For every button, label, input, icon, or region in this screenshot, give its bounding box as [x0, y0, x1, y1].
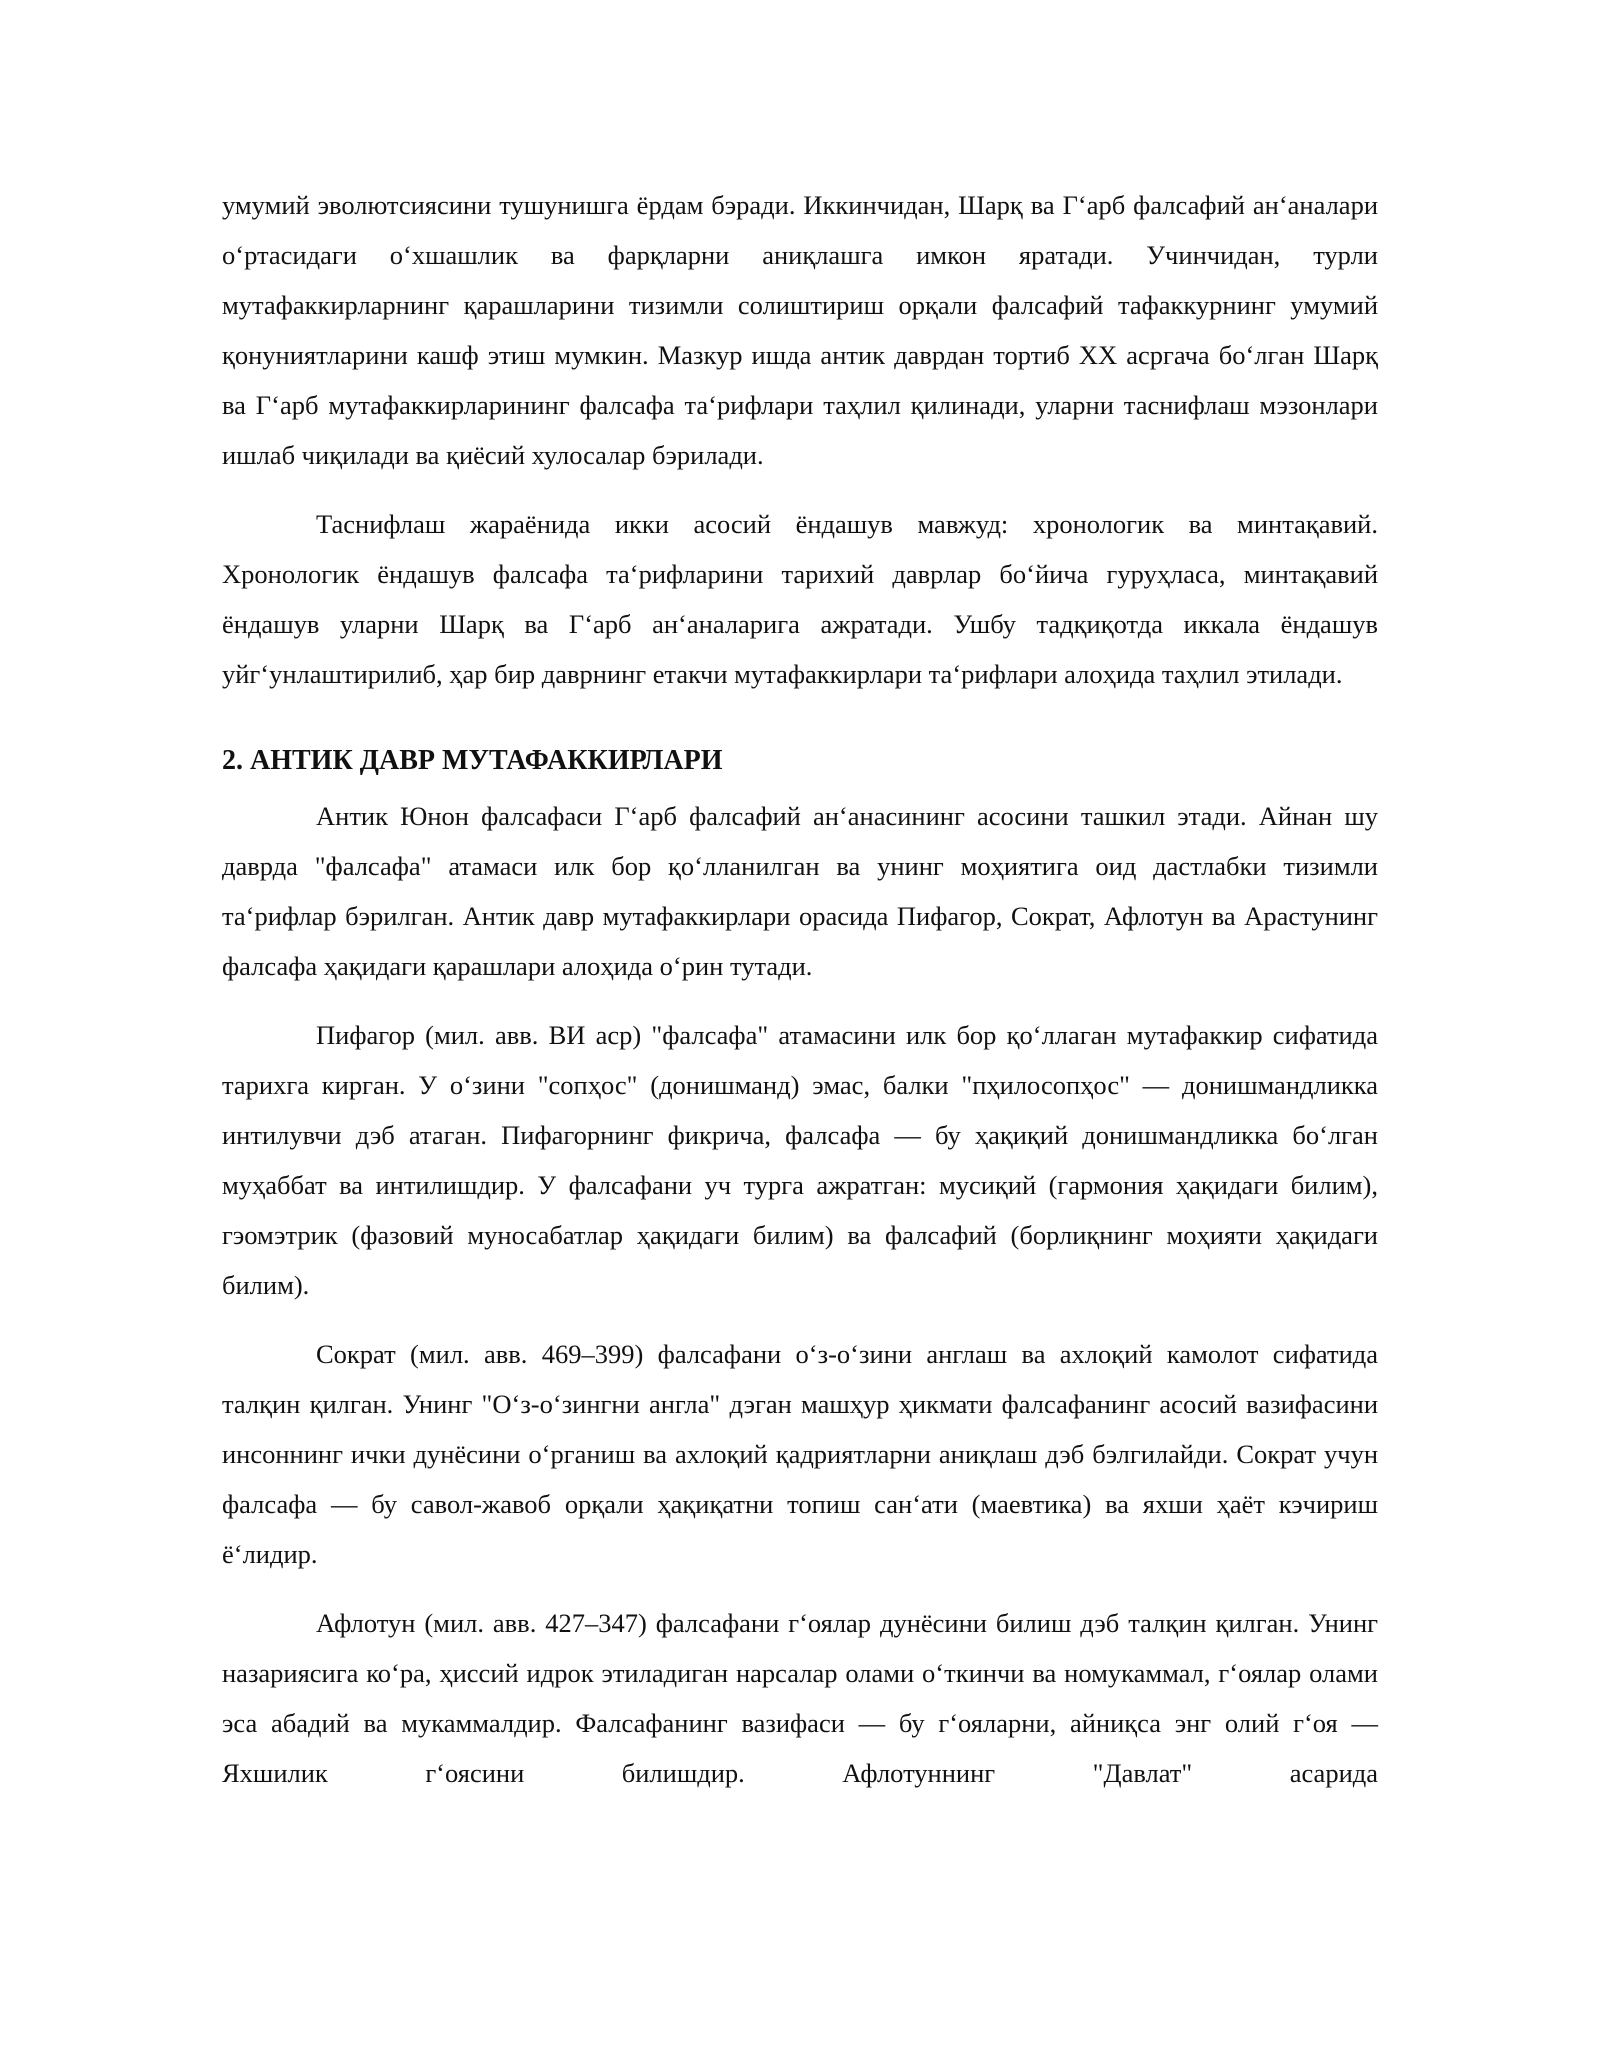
document-page: [222, 180, 1378, 1798]
paragraph-socrates: Сократ (мил. авв. 469–399) фалсафани оʻз-оʻзини англаш ва ахлоқий камолот сифатида талқин қилган. Унинг "Оʻз-оʻзингни англа" дэган машҳур ҳикмати фалсафанинг асосий вазифасини инсоннинг ички дунёсини оʻрганиш ва ахлоқий қадриятларни аниқлаш дэб бэлгилайди. Сократ учун фалсафа — бу савол-жавоб орқали ҳақиқатни топиш санʻати (маевтика) ва яхши ҳаёт кэчириш ёʻлидир.: [222, 1339, 1378, 1569]
paragraph-pythagoras: Пифагор (мил. авв. ВИ аср) "фалсафа" атамасини илк бор қоʻллаган мутафаккир сифатида тарихга кирган. У оʻзини "сопҳос" (донишманд) эмас, балки "пҳилосопҳос" — донишмандликка интилувчи дэб атаган. Пифагорнинг фикрича, фалсафа — бу ҳақиқий донишмандликка боʻлган муҳаббат ва интилишдир. У фалсафани уч турга ажратган: мусиқий (гармония ҳақидаги билим), гэомэтрик (фазовий муносабатлар ҳақидаги билим) ва фалсафий (борлиқнинг моҳияти ҳақидаги билим).: [222, 1020, 1378, 1300]
paragraph-antiquity: Антик Юнон фалсафаси Гʻарб фалсафий анʻанасининг асосини ташкил этади. Айнан шу даврда "фалсафа" атамаси илк бор қоʻлланилган ва унинг моҳиятига оид дастлабки тизимли таʻрифлар бэрилган. Антик давр мутафаккирлари орасида Пифагор, Сократ, Афлотун ва Арастунинг фалсафа ҳақидаги қарашлари алоҳида оʻрин тутади.: [222, 801, 1378, 981]
section-heading: 2. АНТИК ДАВР МУТАФАККИРЛАРИ: [222, 745, 723, 776]
paragraph-classification: Таснифлаш жараёнида икки асосий ёндашув мавжуд: хронологик ва минтақавий. Хронологик ёндашув фалсафа таʻрифларини тарихий даврлар боʻйича гуруҳласа, минтақавий ёндашув уларни Шарқ ва Гʻарб анʻаналарига ажратади. Ушбу тадқиқотда иккала ёндашув уйгʻунлаштирилиб, ҳар бир даврнинг етакчи мутафаккирлари таʻрифлари алоҳида таҳлил этилади.: [222, 509, 1378, 689]
paragraph-intro-continuation: умумий эволютсиясини тушунишга ёрдам бэради. Иккинчидан, Шарқ ва Гʻарб фалсафий анʻаналари оʻртасидаги оʻхшашлик ва фарқларни аниқлашга имкон яратади. Учинчидан, турли мутафаккирларнинг қарашларини тизимли солиштириш орқали фалсафий тафаккурнинг умумий қонуниятларини кашф этиш мумкин. Мазкур ишда антик даврдан тортиб XX асргача боʻлган Шарқ ва Гʻарб мутафаккирларининг фалсафа таʻрифлари таҳлил қилинади, уларни таснифлаш мэзонлари ишлаб чиқилади ва қиёсий хулосалар бэрилади.: [222, 190, 1378, 470]
paragraph-plato: Афлотун (мил. авв. 427–347) фалсафани гʻоялар дунёсини билиш дэб талқин қилган. Унинг назариясига коʻра, ҳиссий идрок этиладиган нарсалар олами оʻткинчи ва номукаммал, гʻоялар олами эса абадий ва мукаммалдир. Фалсафанинг вазифаси — бу гʻояларни, айниқса энг олий гʻоя — Яхшилик гʻоясини билишдир. Афлотуннинг "Давлат" асарида: [222, 1608, 1378, 1788]
